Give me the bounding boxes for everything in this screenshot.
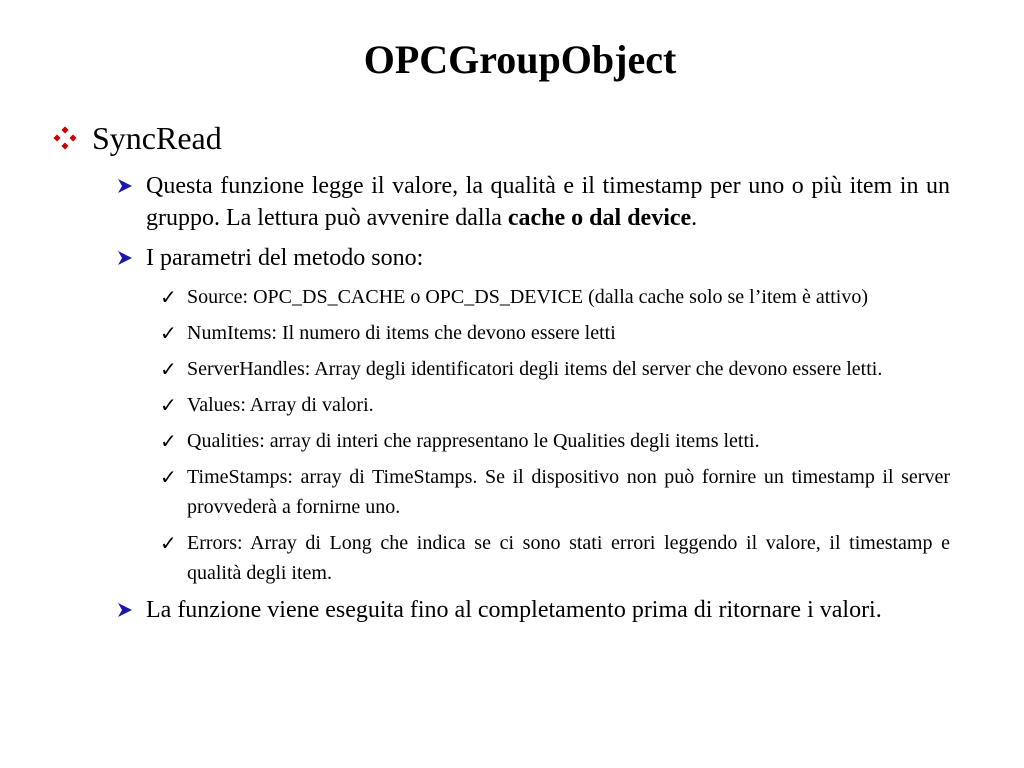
parameter-text: ServerHandles: Array degli identificatori degli items del server che devono essere letti. [187,358,883,380]
section-heading [52,118,222,158]
diamond-bullet-icon [52,118,92,158]
point-description-bold: cache o dal device [507,205,692,231]
check-icon: ✓ [160,321,177,345]
parameter-item [160,390,950,420]
parameter-text: Source: OPC_DS_CACHE o OPC_DS_DEVICE (dalla cache solo se l’item è attivo) [187,286,869,308]
check-icon: ✓ [160,357,177,381]
slide-content [112,170,950,634]
check-icon: ✓ [160,393,177,417]
point-final [112,594,950,626]
slide-title: OPCGroupObject [363,37,677,82]
check-icon: ✓ [160,429,177,453]
parameter-text: Values: Array di valori. [187,394,374,416]
arrow-bullet-icon [116,249,134,267]
check-icon: ✓ [160,531,177,555]
parameter-text: TimeStamps: array di TimeStamps. Se il dispositivo non può fornire un timestamp il server provvederà a fornirne uno. [187,466,950,518]
parameter-text: Qualities: array di interi che rappresentano le Qualities degli items letti. [187,430,760,452]
check-icon: ✓ [160,285,177,309]
arrow-bullet-icon [116,177,134,195]
parameter-item [160,318,950,348]
parameter-item [160,282,950,312]
point-parameters [112,242,950,274]
parameter-item [160,528,950,588]
parameter-item [160,426,950,456]
arrow-bullet-icon [116,601,134,619]
parameter-text: NumItems: Il numero di items che devono essere letti [187,322,616,344]
parameter-item [160,354,950,384]
point-final-text: La funzione viene eseguita fino al completamento prima di ritornare i valori. [146,597,882,623]
section-heading-text: SyncRead [92,120,222,156]
parameter-list [160,282,950,588]
point-parameters-text: I parametri del metodo sono: [146,245,424,271]
point-description-text: Questa funzione legge il valore, la qualità e il timestamp per uno o più item in un gruppo. La lettura può avvenire dalla [146,173,950,231]
check-icon: ✓ [160,465,177,489]
point-description-end: . [691,205,698,231]
point-description [112,170,950,234]
parameter-text: Errors: Array di Long che indica se ci sono stati errori leggendo il valore, il timestamp e qualità degli item. [187,532,950,584]
parameter-item [160,462,950,522]
